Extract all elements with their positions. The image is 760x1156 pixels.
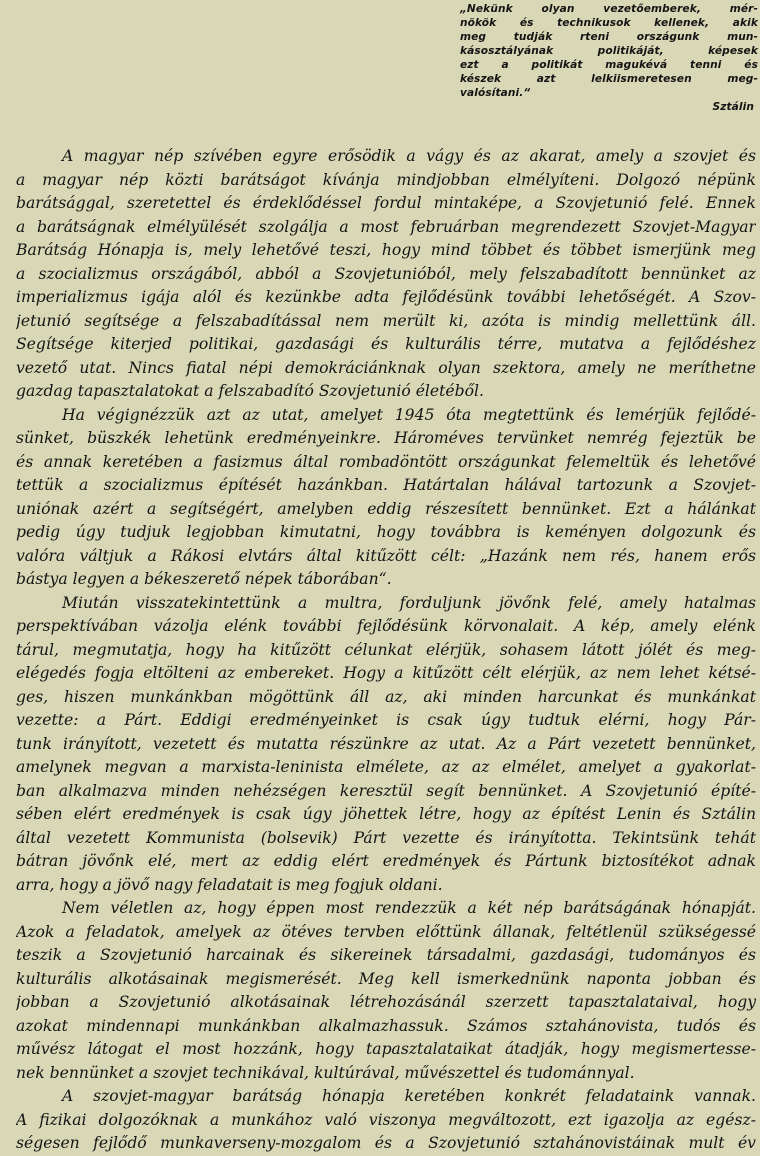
epigraph-line: készek azt lelkiismeretesen meg- [460, 73, 758, 85]
text-line: Segítsége kiterjed politikai, gazdasági és kulturális térre, mutatva a fejlődéshez [16, 335, 756, 353]
text-line: Miután visszatekintettünk a multra, forduljunk jövőnk felé, amely hatalmas [62, 593, 756, 612]
text-line: sünket, büszkék lehetünk eredményeinkre. Hároméves tervünket nemrég fejeztük be [16, 429, 756, 447]
text-line: A szovjet-magyar barátság hónapja keretében konkrét feladataink vannak. [62, 1087, 756, 1105]
text-line: művész látogat el most hozzánk, hogy tapasztalataikat átadják, hogy megismertesse- [16, 1040, 756, 1058]
epigraph-line: „Nekünk olyan vezetőemberek, mér- [460, 3, 758, 15]
text-line: tettük a szocializmus építését hazánkban. Határtalan hálával tartozunk a Szovjet- [16, 476, 756, 494]
text-line: valóra váltjuk a Rákosi elvtárs által kitűzött célt: „Hazánk nem rés, hanem erős [16, 546, 756, 565]
text-line: kulturális alkotásainak megismerését. Meg kell ismerkednünk naponta jobban és [16, 969, 756, 988]
text-line: ban alkalmazva minden nehézségen keresztül segít bennünket. A Szovjetunió építé- [16, 781, 756, 800]
text-line: sében elért eredmények is csak úgy jöhettek létre, hogy az építést Lenin és Sztálin [16, 805, 756, 823]
text-line: amelynek megvan a marxista-leninista elmélete, az az elmélet, amelyet a gyakorlat- [16, 758, 756, 776]
text-line: arra, hogy a jövő nagy feladatait is meg fogjuk oldani. [16, 875, 443, 894]
text-line: vezette: a Párt. Eddigi eredményeinket is csak úgy tudtuk elérni, hogy Pár- [16, 711, 756, 729]
epigraph-quote [460, 2, 758, 114]
text-line: teszik a Szovjetunió harcainak és sikereinek társadalmi, gazdasági, tudományos és [16, 946, 756, 964]
epigraph-author: Sztálin [712, 101, 754, 113]
text-line: a szocializmus országából, abból a Szovjetunióból, mely felszabadított bennünket az [16, 264, 756, 283]
text-line: Azok a feladatok, amelyek az ötéves tervben előttünk állanak, feltétlenül szükségessé [16, 922, 756, 941]
text-line: által vezetett Kommunista (bolsevik) Párt vezette és irányította. Tekintsünk tehát [16, 828, 756, 847]
text-line: Ha végignézzük azt az utat, amelyet 1945 óta megtettünk és lemérjük fejlődé- [62, 405, 756, 424]
text-line: bátran jövőnk elé, mert az eddig elért eredmények és Pártunk biztosítékot adnak [16, 852, 756, 870]
text-line: nek bennünket a szovjet technikával, kultúrával, művészettel és tudománnyal. [16, 1063, 635, 1082]
text-line: jetunió segítsége a felszabadítással nem merült ki, azóta is mindig mellettünk áll. [16, 311, 756, 330]
paragraph-5 [16, 1085, 756, 1156]
epigraph-line: valósítani.“ [460, 87, 531, 99]
epigraph-line: ezt a politikát magukévá tenni és [460, 59, 758, 71]
text-line: imperializmus igája alól és kezünkbe adta fejlődésünk további lehetőségét. A Szov- [16, 288, 756, 306]
text-line: Nem véletlen az, hogy éppen most rendezzük a két nép barátságának hónapját. [62, 899, 756, 917]
paragraph-1 [16, 145, 756, 404]
paragraph-4 [16, 897, 756, 1085]
text-line: tárul, megmutatja, hogy ha kitűzött célunkat elérjük, sohasem látott jólét és meg- [16, 640, 756, 659]
epigraph-line: meg tudják rteni országunk mun- [460, 31, 758, 43]
text-line: vezető utat. Nincs fiatal népi demokráciánknak olyan szektora, amely ne meríthetne [16, 358, 756, 377]
text-line: a barátságnak elmélyülését szolgálja a most februárban megrendezett Szovjet-Magyar [16, 217, 756, 236]
text-line: elégedés fogja eltölteni az embereket. Hogy a kitűzött célt elérjük, az nem lehet kétsé- [16, 664, 756, 682]
text-line: bástya legyen a békeszerető népek táborában“. [16, 570, 392, 588]
paragraph-2 [16, 404, 756, 592]
text-line: jobban a Szovjetunió alkotásainak létrehozásánál szerzett tapasztalataival, hogy [16, 993, 756, 1011]
text-line: A fizikai dolgozóknak a munkához való viszonya megváltozott, ezt igazolja az egész- [16, 1110, 756, 1129]
text-line: gazdag tapasztalatokat a felszabadító Szovjetunió életéből. [16, 382, 484, 400]
text-line: barátsággal, szeretettel és érdeklődéssel fordul mintaképe, a Szovjetunió felé. Ennek [16, 194, 756, 212]
text-line: azokat mindennapi munkánkban alkalmazhassuk. Számos sztahánovista, tudós és [16, 1016, 756, 1035]
text-line: ges, hiszen munkánkban mögöttünk áll az, aki minden harcunkat és munkánkat [16, 687, 756, 706]
text-line: pedig úgy tudjuk legjobban kimutatni, hogy továbbra is keményen dolgozunk és [16, 523, 756, 541]
text-line: tunk irányított, vezetett és mutatta részünkre az utat. Az a Párt vezetett bennünket, [16, 734, 756, 753]
epigraph-line: kásosztályának politikáját, képesek [460, 45, 758, 57]
text-line: uniónak azért a segítségért, amelyben eddig részesített bennünket. Ezt a hálánkat [16, 499, 756, 518]
paragraph-3 [16, 592, 756, 898]
article-body [16, 145, 756, 1156]
text-line: Barátság Hónapja is, mely lehetővé teszi, hogy mind többet és többet ismerjünk meg [16, 241, 756, 259]
text-line: perspektívában vázolja elénk további fejlődésünk körvonalait. A kép, amely elénk [16, 617, 756, 635]
epigraph-line: nökök és technikusok kellenek, akik [460, 17, 758, 29]
text-line: A magyar nép szívében egyre erősödik a vágy és az akarat, amely a szovjet és [62, 147, 756, 165]
text-line: a magyar nép közti barátságot kívánja mindjobban elmélyíteni. Dolgozó népünk [16, 170, 756, 189]
text-line: ségesen fejlődő munkaverseny-mozgalom és a Szovjetunió sztahánovistáinak mult év [16, 1134, 756, 1152]
text-line: és annak keretében a fasizmus által rombadöntött országunkat felemeltük és lehetővé [16, 452, 756, 471]
